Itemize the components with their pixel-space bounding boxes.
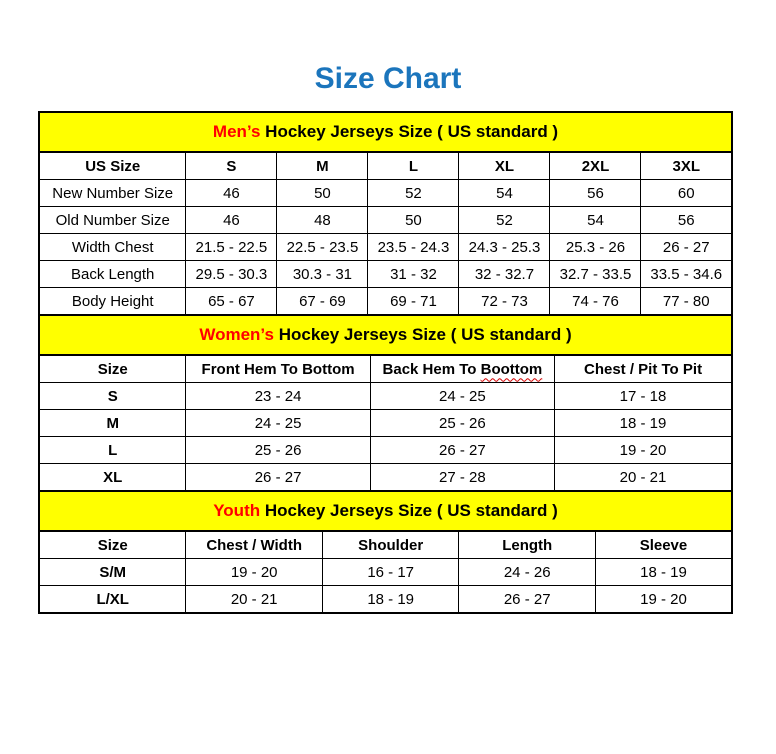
mens-value-cell: 72 - 73: [459, 288, 550, 316]
womens-table-row: [39, 464, 732, 492]
mens-value-cell: 31 - 32: [368, 261, 459, 288]
mens-value-cell: 65 - 67: [186, 288, 277, 316]
youth-value-cell: 20 - 21: [186, 586, 323, 614]
mens-value-cell: 48: [277, 207, 368, 234]
youth-value-cell: 18 - 19: [595, 559, 732, 586]
misspelled-word: Boottom: [480, 360, 543, 378]
youth-row-label: L/XL: [39, 586, 186, 614]
womens-value-cell: 27 - 28: [370, 464, 554, 492]
youth-column-header: Shoulder: [322, 531, 459, 559]
mens-value-cell: 77 - 80: [641, 288, 732, 316]
mens-band-highlight: Men’s: [212, 122, 261, 141]
mens-column-header: 3XL: [641, 152, 732, 180]
mens-row-label: Width Chest: [39, 234, 186, 261]
youth-column-header: Size: [39, 531, 186, 559]
womens-size-table: [38, 314, 733, 492]
youth-value-cell: 19 - 20: [595, 586, 732, 614]
youth-value-cell: 16 - 17: [322, 559, 459, 586]
womens-value-cell: 19 - 20: [555, 437, 732, 464]
mens-value-cell: 29.5 - 30.3: [186, 261, 277, 288]
womens-value-cell: 17 - 18: [555, 383, 732, 410]
mens-row-label: Back Length: [39, 261, 186, 288]
mens-value-cell: 74 - 76: [550, 288, 641, 316]
mens-value-cell: 50: [368, 207, 459, 234]
womens-column-header: Front Hem To Bottom: [186, 355, 370, 383]
mens-value-cell: 52: [368, 180, 459, 207]
youth-column-header: Length: [459, 531, 596, 559]
womens-table-row: [39, 410, 732, 437]
mens-section-band: [39, 112, 732, 152]
mens-value-cell: 32.7 - 33.5: [550, 261, 641, 288]
youth-column-header: Chest / Width: [186, 531, 323, 559]
womens-value-cell: 20 - 21: [555, 464, 732, 492]
mens-column-header: S: [186, 152, 277, 180]
mens-value-cell: 33.5 - 34.6: [641, 261, 732, 288]
mens-row-label: Body Height: [39, 288, 186, 316]
youth-band-text: Hockey Jerseys Size ( US standard ): [260, 501, 558, 520]
mens-table-row: [39, 207, 732, 234]
size-chart-page: [0, 62, 776, 614]
size-tables-container: [38, 111, 733, 614]
youth-row-label: S/M: [39, 559, 186, 586]
mens-value-cell: 25.3 - 26: [550, 234, 641, 261]
youth-table-row: [39, 559, 732, 586]
mens-table-row: [39, 288, 732, 316]
youth-column-header: Sleeve: [595, 531, 732, 559]
youth-section-band: [39, 491, 732, 531]
mens-value-cell: 69 - 71: [368, 288, 459, 316]
mens-value-cell: 26 - 27: [641, 234, 732, 261]
mens-value-cell: 52: [459, 207, 550, 234]
mens-value-cell: 60: [641, 180, 732, 207]
mens-value-cell: 56: [550, 180, 641, 207]
womens-section-band: [39, 315, 732, 355]
mens-value-cell: 23.5 - 24.3: [368, 234, 459, 261]
womens-row-label: S: [39, 383, 186, 410]
mens-value-cell: 54: [550, 207, 641, 234]
mens-column-header: L: [368, 152, 459, 180]
womens-row-label: L: [39, 437, 186, 464]
mens-value-cell: 46: [186, 180, 277, 207]
mens-band-text: Hockey Jerseys Size ( US standard ): [260, 122, 559, 141]
womens-value-cell: 25 - 26: [186, 437, 370, 464]
womens-band-highlight: Women’s: [199, 325, 274, 344]
mens-table-row: [39, 261, 732, 288]
mens-value-cell: 22.5 - 23.5: [277, 234, 368, 261]
youth-value-cell: 24 - 26: [459, 559, 596, 586]
womens-column-header: Chest / Pit To Pit: [555, 355, 732, 383]
mens-value-cell: 67 - 69: [277, 288, 368, 316]
mens-table-row: [39, 180, 732, 207]
mens-column-header: US Size: [39, 152, 186, 180]
mens-column-header: M: [277, 152, 368, 180]
mens-column-header: 2XL: [550, 152, 641, 180]
mens-value-cell: 46: [186, 207, 277, 234]
womens-table-row: [39, 437, 732, 464]
womens-value-cell: 18 - 19: [555, 410, 732, 437]
womens-value-cell: 25 - 26: [370, 410, 554, 437]
youth-table-row: [39, 586, 732, 614]
mens-value-cell: 56: [641, 207, 732, 234]
mens-size-table: [38, 111, 733, 316]
mens-row-label: New Number Size: [39, 180, 186, 207]
womens-table-row: [39, 383, 732, 410]
womens-row-label: M: [39, 410, 186, 437]
mens-value-cell: 54: [459, 180, 550, 207]
womens-column-header: Back Hem To Boottom: [370, 355, 554, 383]
youth-size-table: [38, 490, 733, 614]
womens-value-cell: 26 - 27: [370, 437, 554, 464]
youth-value-cell: 18 - 19: [322, 586, 459, 614]
mens-column-header: XL: [459, 152, 550, 180]
womens-column-header: Size: [39, 355, 186, 383]
womens-value-cell: 23 - 24: [186, 383, 370, 410]
youth-value-cell: 19 - 20: [186, 559, 323, 586]
mens-value-cell: 50: [277, 180, 368, 207]
mens-row-label: Old Number Size: [39, 207, 186, 234]
mens-table-row: [39, 234, 732, 261]
womens-row-label: XL: [39, 464, 186, 492]
mens-value-cell: 32 - 32.7: [459, 261, 550, 288]
youth-band-highlight: Youth: [213, 501, 261, 520]
page-title: Size Chart: [314, 62, 462, 95]
mens-value-cell: 24.3 - 25.3: [459, 234, 550, 261]
womens-value-cell: 26 - 27: [186, 464, 370, 492]
youth-value-cell: 26 - 27: [459, 586, 596, 614]
womens-value-cell: 24 - 25: [186, 410, 370, 437]
womens-value-cell: 24 - 25: [370, 383, 554, 410]
womens-band-text: Hockey Jerseys Size ( US standard ): [273, 325, 572, 344]
mens-value-cell: 21.5 - 22.5: [186, 234, 277, 261]
mens-value-cell: 30.3 - 31: [277, 261, 368, 288]
